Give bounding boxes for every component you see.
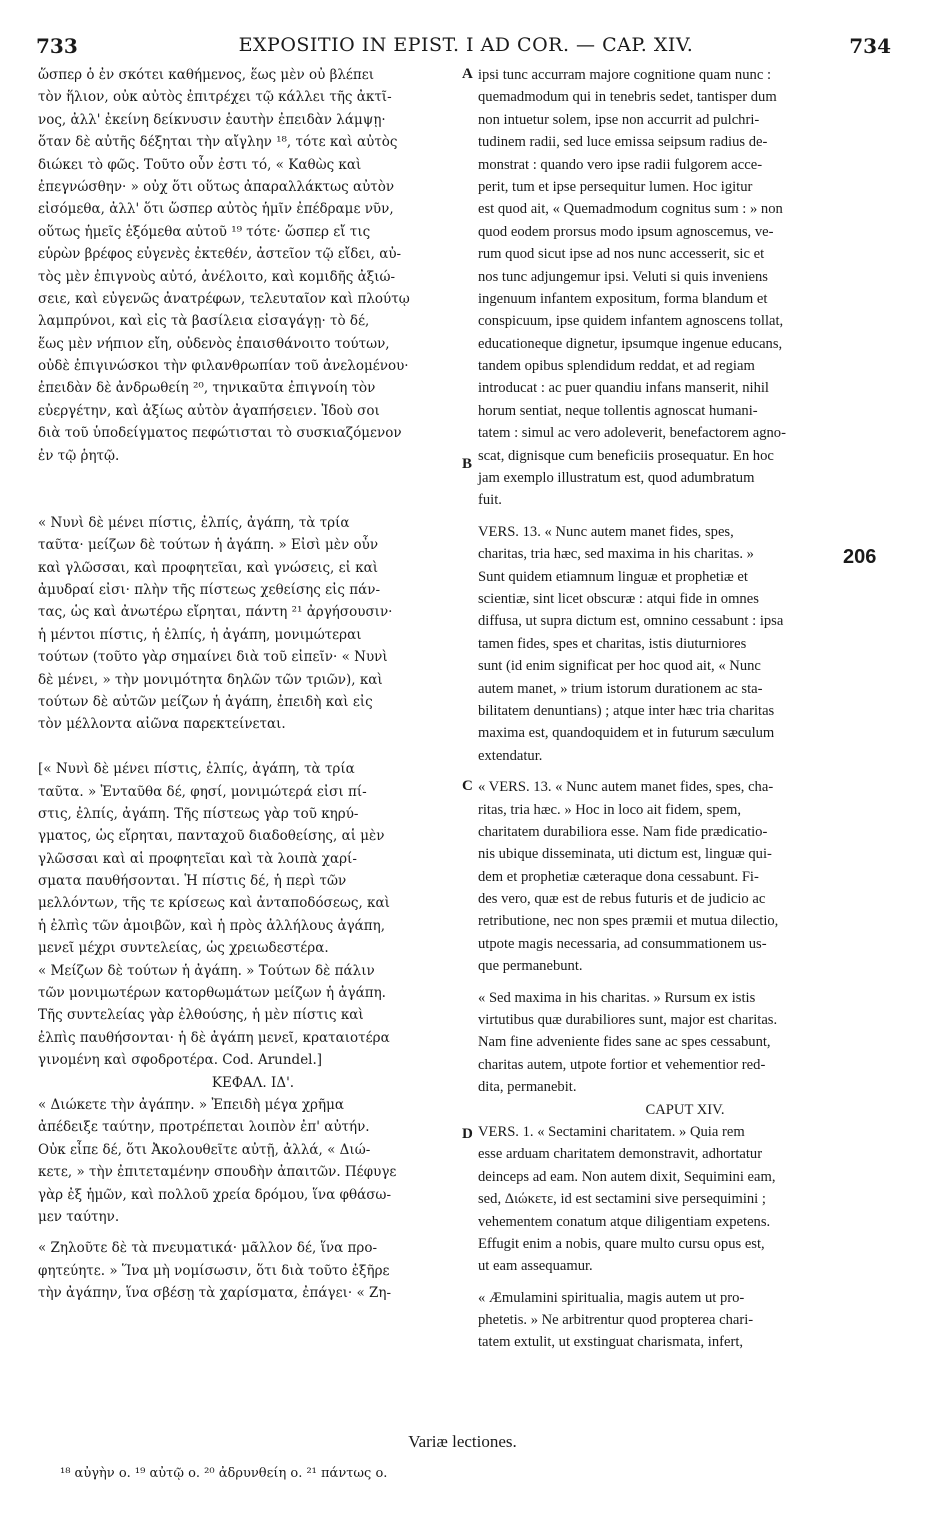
text-line: des vero, quæ est de rebus futuris et de judicio ac [478,891,766,908]
text-line: fuit. [478,492,502,509]
text-line: τὴν ἀγάπην, ἵνα σβέσῃ τὰ χαρίσματα, ἐπάγει· « Ζη- [38,1285,392,1302]
text-line: τας, ὡς καὶ ἀνωτέρω εἴρηται, πάντη ²¹ ἀργήσουσιν· [38,604,393,621]
text-line: ταῦτα· μείζων δὲ τούτων ἡ ἀγάπη. » Εἰσὶ μὲν οὖν [38,537,379,554]
text-line: quemadmodum qui in tenebris sedet, tantisper dum [478,89,777,106]
text-line: nis ubique disseminata, uti dictum est, linguæ qui- [478,846,772,863]
text-line: φητεύητε. » Ἵνα μὴ νομίσωσιν, ὅτι διὰ τοῦτο ἐξῆρε [38,1262,390,1279]
variae-lectiones-heading: Variæ lectiones. [408,1432,517,1451]
text-line: ἡ μέντοι πίστις, ἡ ἐλπίς, ἡ ἀγάπη, μονιμώτεραι [38,626,362,643]
text-line: τὸν μέλλοντα αἰῶνα παρεκτείνεται. [38,716,286,733]
text-line: dem et prophetiæ cæteraque dona cessabunt. Fi- [478,868,759,885]
text-line: que permanebunt. [478,958,583,975]
text-line: μενεῖ μέχρι συντελείας, ὡς χρειωδεστέρα. [38,940,329,957]
text-line: charitatem durabiliora esse. Nam fide prædicatio- [478,823,768,840]
text-line: « Sed maxima in his charitas. » Rursum ex istis [478,989,756,1006]
text-line: γματος, ὡς εἴρηται, πανταχοῦ διαδοθείσης, αἱ μὲν [38,828,385,845]
text-line: ritas, tria hæc. » Hoc in loco ait fidem, spem, [478,801,742,818]
inline-page-number: 206 [843,546,877,568]
text-line: Τῆς συντελείας γὰρ ἐλθούσης, ἡ μὲν πίστις καὶ [38,1007,364,1024]
running-title: EXPOSITIO IN EPIST. I AD COR. — CAP. XIV. [238,34,694,56]
text-line: τῶν μονιμωτέρων κατορθωμάτων μείζων ἡ ἀγάπη. [38,985,386,1002]
greek-block-5 [38,1237,468,1304]
text-line: « Νυνὶ δὲ μένει πίστις, ἐλπίς, ἀγάπη, τὰ τρία [38,514,350,531]
text-line: τὸς μὲν ἐπιγνοὺς αὐτό, ἀνέλοιτο, καὶ κομιδῆς ἀξιώ- [38,268,396,285]
text-line: utpote magis necessaria, ad consummationem us- [478,935,767,952]
text-line: ταῦτα. » Ἐνταῦθα δέ, φησί, μονιμώτερά εἰσι πί- [38,783,367,800]
text-line: γλῶσσαι καὶ αἱ προφητεῖαι καὶ τὰ λοιπὰ χαρί- [38,850,357,867]
text-line: scientiæ, sint licet obscuræ : atqui fide in omnes [478,590,759,607]
text-line: δὲ μένει, » τὴν μονιμότητα δηλῶν τῶν τριῶν), καὶ [38,671,383,688]
text-line: « Ζηλοῦτε δὲ τὰ πνευματικά· μᾶλλον δέ, ἵνα προ- [38,1240,378,1257]
text-line: σειε, καὶ εὐγενῶς ἀνατρέφων, τελευταῖον καὶ πλούτῳ [38,290,410,307]
text-line: scat, dignisque cum beneficiis prosequatur. En hoc [478,447,774,464]
text-line: autem manet, » trium istorum durationem ac sta- [478,680,763,697]
text-line: Effugit enim a nobis, quare multo cursu opus est, [478,1235,765,1252]
text-line: horum sentiat, neque tollentis agnoscat humani- [478,402,758,419]
text-line: ἀμυδραί εἰσι· πλὴν τῆς πίστεως χεθείσης εἰς πάν- [38,581,381,598]
margin-marker-b: B [462,456,473,472]
footnotes: ¹⁸ αὐγὴν ο. ¹⁹ αὐτῷ ο. ²⁰ ἀδρυνθείη ο. ²¹ πάντως ο. [60,1466,388,1481]
text-line: nos tunc adjungemur ipsi. Veluti si quis inveniens [478,268,768,285]
text-line: γὰρ ἐξ ἡμῶν, καὶ πολλοῦ χρεία δρόμου, ἵνα φθάσω- [38,1186,392,1203]
text-line: conspicuum, ipse quidem infantem agnoscens tollat, [478,313,784,330]
text-line: [« Νυνὶ δὲ μένει πίστις, ἐλπίς, ἀγάπη, τὰ τρία [38,761,355,778]
text-line: οὕτως ἡμεῖς ἑξόμεθα αὐτοῦ ¹⁹ τότε· ὥσπερ εἴ τις [38,223,371,240]
text-line: Sunt quidem etiamnum linguæ et prophetiæ et [478,568,748,585]
text-line: ἐπεγνώσθην· » οὐχ ὅτι οὕτως ἀπαραλλάκτως αὐτὸν [38,178,395,195]
latin-block-3 [478,776,892,978]
text-line: ὅταν δὲ αὐτῆς δέξηται τὴν αἴγλην ¹⁸, τότε καὶ αὐτὸς [38,134,398,151]
text-line: VERS. 13. « Nunc autem manet fides, spes, [478,523,734,540]
text-line: extendatur. [478,747,543,764]
text-line: tatem : simul ac vero adoleverit, benefactorem agno- [478,425,786,442]
text-line: εἰσόμεθα, ἀλλ' ὅτι ὥσπερ αὐτὸς ἡμῖν ἐπέδραμε νῦν, [38,201,394,218]
text-line: μεν ταύτην. [38,1208,120,1225]
greek-chapter-heading: ΚΕΦΑΛ. ΙΔ'. [211,1074,295,1091]
text-line: ut eam assequamur. [478,1258,593,1275]
text-line: νος, ἀλλ' ἐκείνη δείκνυσιν ἑαυτὴν ἐπειδὰν λάμψῃ· [38,111,386,128]
text-line: κετε, » τὴν ἐπιτεταμένην σπουδὴν ἀπαιτῶν. Πέφυγε [38,1164,397,1181]
greek-block-1 [38,64,468,467]
page-number-right: 734 [849,34,891,58]
page-number-left: 733 [36,34,78,58]
text-line: charitas autem, utpote fortior et vehementior red- [478,1056,766,1073]
latin-chapter-heading: CAPUT XIV. [645,1101,725,1118]
greek-column [38,64,468,1304]
text-line: virtutibus quæ durabiliores sunt, major est charitas. [478,1012,778,1029]
text-line: quod eodem prorsus modo ipsum agnoscemus, ve- [478,223,774,240]
margin-marker-a: A [462,66,473,82]
greek-block-2 [38,512,468,736]
latin-block-6 [478,1287,892,1354]
text-line: sunt (id enim significat per hoc quod ait, « Nunc [478,658,761,675]
text-line: διώκει τὸ φῶς. Τοῦτο οὖν ἐστι τό, « Καθὼς καὶ [38,156,362,173]
text-line: perit, tum et ipse persequitur lumen. Hoc igitur [478,178,753,195]
text-line: jam exemplo illustratum est, quod adumbratum [478,470,755,487]
text-line: tudinem radii, sed luce emissa seipsum radius de- [478,134,768,151]
text-line: diffusa, ut supra dictum est, omnino cessabunt : ipsa [478,613,784,630]
text-line: εὑρὼν βρέφος εὐγενὲς ἐκτεθέν, ἀστεῖον τῷ εἴδει, αὐ- [38,246,402,263]
text-line: retributione, nec non spes præmii et mutua dilectio, [478,913,779,930]
text-line: ἡ ἐλπὶς τῶν ἀμοιβῶν, καὶ ἡ πρὸς ἀλλήλους ἀγάπη, [38,917,386,934]
text-line: « VERS. 13. « Nunc autem manet fides, spes, cha- [478,779,774,796]
latin-column [478,64,892,1354]
text-line: ἐλπὶς παυθήσονται· ἡ δὲ ἀγάπη μενεῖ, κραταιοτέρα [38,1029,390,1046]
text-line: ἐπειδὰν δὲ ἀνδρωθείη ²⁰, τηνικαῦτα ἐπιγνοίη τὸν [38,380,376,397]
greek-block-3 [38,758,468,1071]
text-line: ingenuum infantem expositum, forma blandum et [478,290,768,307]
text-line: monstrat : quando vero ipse radii fulgorem acce- [478,156,763,173]
page-header [36,34,891,60]
text-line: maxima est, quandoquidem et in futurum sæculum [478,725,775,742]
margin-marker-c: C [462,778,473,794]
text-line: rum quod sicut ipse ad nos nunc accesserit, sic et [478,246,765,263]
text-line: διὰ τοῦ ὑποδείγματος πεφώτισται τὸ συσκιαζόμενον [38,425,402,442]
text-line: οὐδὲ ἐπιγινώσκοι τὴν φιλανθρωπίαν τοῦ ἀνελομένου· [38,358,409,375]
text-line: educationeque dignetur, ipsumque ingenue educans, [478,335,783,352]
latin-block-2 [478,521,892,767]
text-line: non intuetur solem, ipse non accurrit ad pulchri- [478,111,760,128]
text-line: καὶ γλῶσσαι, καὶ προφητεῖαι, καὶ γνώσεις, εἰ καὶ [38,559,379,576]
text-line: phetetis. » Ne arbitrentur quod propterea chari- [478,1312,754,1329]
text-line: ἐν τῷ ῥητῷ. [38,447,120,464]
text-line: tandem opibus splendidum reddat, et ad regiam [478,358,755,375]
text-line: VERS. 1. « Sectamini charitatem. » Quia rem [478,1123,745,1140]
text-line: ὥσπερ ὁ ἐν σκότει καθήμενος, ἕως μὲν οὐ βλέπει [38,67,375,83]
text-line: ἀπέδειξε ταύτην, προτρέπεται λοιπὸν ἐπ' αὐτήν. [38,1119,370,1136]
text-line: σματα παυθήσονται. Ἡ πίστις δέ, ἡ περὶ τῶν [38,873,347,890]
text-line: dita, permanebit. [478,1079,577,1096]
text-line: τούτων (τοῦτο γὰρ σημαίνει διὰ τοῦ εἰπεῖν· « Νυνὶ [38,649,388,666]
margin-marker-d: D [462,1126,473,1142]
text-line: « Διώκετε τὴν ἀγάπην. » Ἐπειδὴ μέγα χρῆμα [38,1096,344,1113]
latin-block-1 [478,64,892,512]
text-line: esse arduam charitatem demonstravit, adhortatur [478,1146,763,1163]
text-line: τούτων δὲ αὐτῶν μείζων ἡ ἀγάπη, ἐπειδὴ καὶ εἰς [38,693,373,710]
text-line: τὸν ἥλιον, οὐκ αὐτὸς ἐπιτρέχει τῷ κάλλει τῆς ἀκτῖ- [38,89,392,106]
text-line: introducat : ac puer quandiu infans manserit, nihil [478,380,769,397]
text-line: εὐεργέτην, καὶ ἀξίως αὐτὸν ἀγαπήσειεν. Ἰδοὺ σοι [38,402,380,419]
text-line: ἕως μὲν νήπιον εἴη, οὐδενὸς ἐπαισθάνοιτο τούτων, [38,335,390,352]
text-line: μελλόντων, τῆς τε κρίσεως καὶ ἀνταποδόσεως, καὶ [38,895,390,912]
text-line: « Æmulamini spiritualia, magis autem ut pro- [478,1289,745,1306]
text-line: Οὐκ εἶπε δέ, ὅτι Ἀκολουθεῖτε αὐτῇ, ἀλλά, « Διώ- [38,1141,371,1158]
text-line: sed, Διώκετε, id est sectamini sive persequimini ; [478,1191,766,1208]
text-line: deinceps ad eam. Non autem dixit, Sequimini eam, [478,1168,776,1185]
greek-block-4 [38,1094,468,1228]
text-line: ipsi tunc accurram majore cognitione quam nunc : [478,67,771,83]
text-line: bilitatem denuntians) ; atque inter hæc tria charitas [478,702,775,719]
text-line: vehementem conatum atque diligentiam expetens. [478,1213,771,1230]
text-line: λαμπρύνοι, καὶ εἰς τὰ βασίλεια εἰσαγάγῃ· τὸ δέ, [38,313,370,330]
text-line: tamen fides, spes et charitas, istis diuturniores [478,635,747,652]
latin-block-4 [478,987,892,1099]
text-line: tatem extulit, ut exstinguat charismata, infert, [478,1334,744,1351]
text-line: Nam fine adveniente fides sane ac spes cessabunt, [478,1034,771,1051]
text-line: charitas, tria hæc, sed maxima in his charitas. » [478,546,754,563]
latin-block-5 [478,1121,892,1278]
text-line: est quod ait, « Quemadmodum cognitus sum : » non [478,201,783,218]
text-line: « Μείζων δὲ τούτων ἡ ἀγάπη. » Τούτων δὲ πάλιν [38,962,375,979]
text-line: γινομένη καὶ σφοδροτέρα. Cod. Arundel.] [38,1052,323,1069]
text-line: στις, ἐλπίς, ἀγάπη. Τῆς πίστεως γὰρ τοῦ κηρύ- [38,805,359,822]
